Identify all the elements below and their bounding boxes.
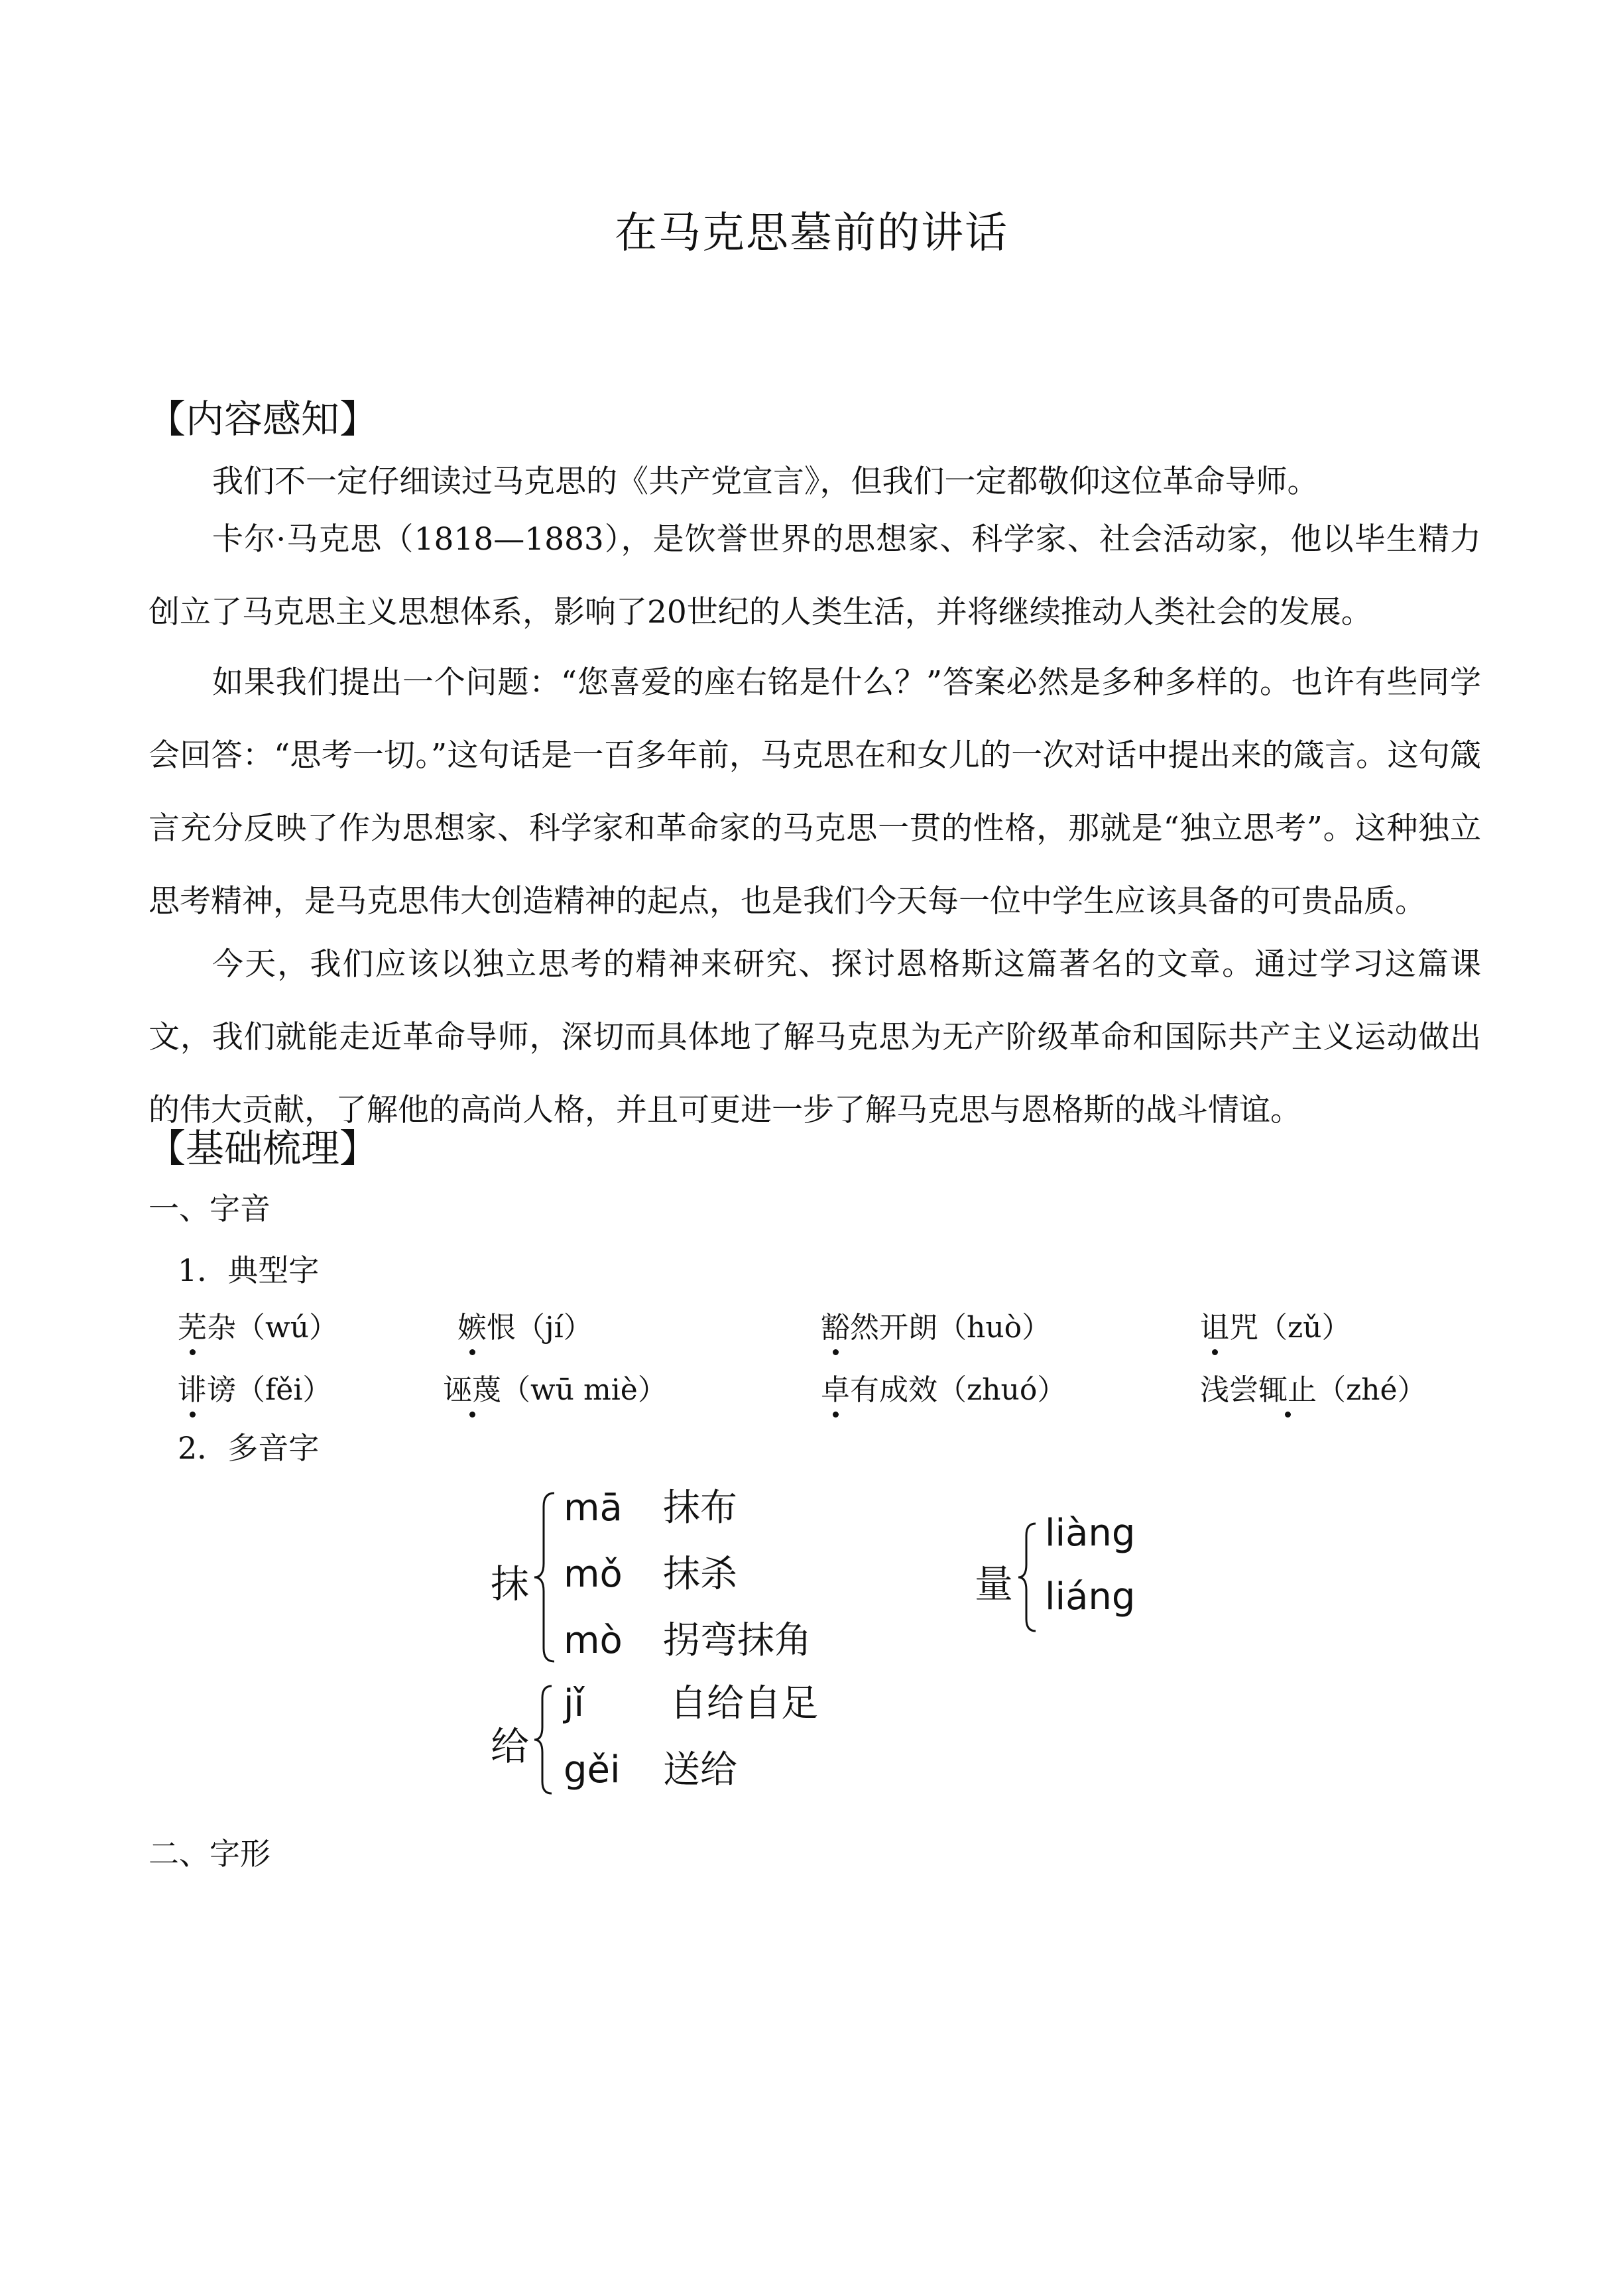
page-title: 在马克思墓前的讲话 [615,209,1008,258]
brace-icon [1016,1521,1040,1634]
word-item: 豁然开朗（huò） [821,1303,1051,1346]
paragraph-1: 我们不一定仔细读过马克思的《共产党宣言》，但我们一定都敬仰这位革命导师。 [212,463,1319,500]
polyphone-char: 抹 [491,1561,530,1606]
item-typical-chars: 1．典型字 [178,1252,320,1288]
brace-icon [532,1683,556,1796]
reading-row: mò 拐弯抹角 [564,1619,812,1662]
item-polyphones: 2．多音字 [178,1430,320,1466]
word-item: 嫉恨（jí） [457,1303,593,1346]
part-glyph: 二、字形 [149,1836,270,1872]
paragraph-4: 今天，我们应该以独立思考的精神来研究、探讨恩格斯这篇著名的文章。通过学习这篇课文，我们就能走近革命导师，深切而具体地了解马克思为无产阶级革命和国际共产主义运动做出的伟大贡献，了解他的高尚人格，并且可更进一步了解马克思与恩格斯的战斗情谊。 [149,946,1481,1128]
brace-icon [532,1490,558,1664]
reading-row: liáng [1045,1575,1136,1618]
word-item: 芜杂（wú） [178,1303,338,1346]
reading-row: gěi 送给 [564,1748,737,1791]
polyphone-liang [975,1512,1213,1644]
reading-row: mā 抹布 [564,1486,737,1530]
word-item: 浅尝辄止（zhé） [1200,1366,1427,1408]
word-item: 卓有成效（zhuó） [821,1366,1066,1408]
word-item: 诅咒（zǔ） [1200,1303,1351,1346]
polyphone-char: 给 [491,1724,530,1769]
part-pronunciation: 一、字音 [149,1191,270,1227]
polyphone-mo [491,1479,902,1677]
paragraph-3: 如果我们提出一个问题：“您喜爱的座右铭是什么？”答案必然是多种多样的。也许有些同学会回答：“思考一切。”这句话是一百多年前，马克思在和女儿的一次对话中提出来的箴言。这句箴言充分反映了作为思想家、科学家和革命家的马克思一贯的性格，那就是“独立思考”。这种独立思考精神，是马克思伟大创造精神的起点，也是我们今天每一位中学生应该具备的可贵品质。 [149,664,1481,920]
paragraph-2: 卡尔·马克思（1818—1883），是饮誉世界的思想家、科学家、社会活动家，他以毕生精力创立了马克思主义思想体系，影响了20世纪的人类生活，并将继续推动人类社会的发展。 [149,521,1481,631]
reading-row: jǐ 自给自足 [564,1682,818,1725]
polyphone-gei [491,1674,902,1807]
section-heading-content: 【内容感知】 [147,396,379,442]
section-heading-basics: 【基础梳理】 [147,1126,379,1171]
word-item: 诽谤（fěi） [178,1366,331,1408]
reading-row: liàng [1045,1512,1136,1555]
reading-row: mǒ 抹杀 [564,1553,737,1596]
word-item: 诬蔑（wū miè） [443,1366,667,1408]
polyphone-char: 量 [975,1561,1014,1606]
